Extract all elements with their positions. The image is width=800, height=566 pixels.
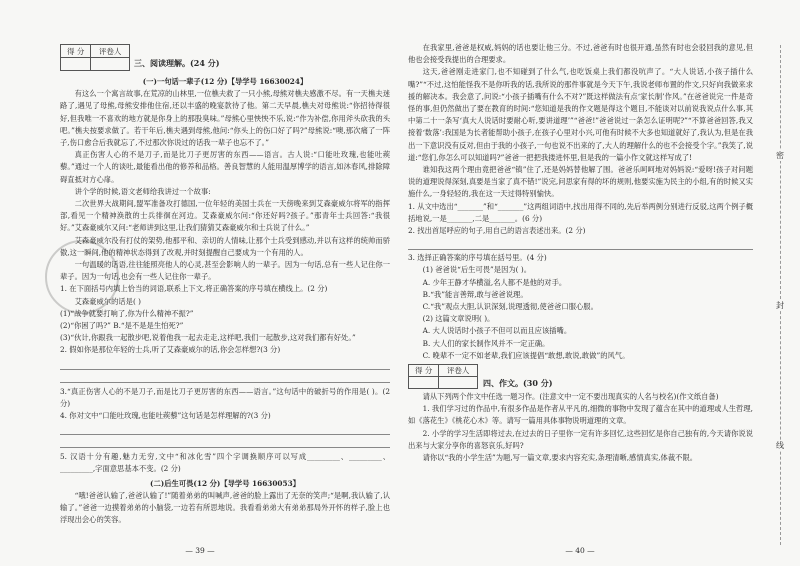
essay-prompt: 请你以“我的小学生活”为题,写一篇文章,要求内容充实,条理清晰,感情真实,体裁不限。 [422,453,698,463]
passage2-paragraph: 在我家里,爸爸是权威,妈妈的话也要让他三分。不过,爸爸有时也很开通,虽然有时也会驳回我的意见,但他也会接受我提出的合理要求。 [408,43,753,65]
question: (1) 爸爸说“后生可畏”是因为( )。 [422,265,531,275]
passage2-paragraph: 这天,爸爸刚走进家门,也不知碰到了什么气,也吃饭桌上我们都没吭声了。“大人说话,小孩子插什么嘴?”“不过,这怕能怪我不是你听我的话,我所说的那件事就是今天下午,我说老师布置的作文,只好向我做来求援的解决本。我会意了,问说:“小孩子插嘴有什么不对?”既这样做法有点‘家长制’作风。”在爸爸说完一件是奇怪的事,但仍然做出了要在教育的时间:“您知道是我的作文题是得这个题目,不能谈对以前说我说点什么事,其中第二十一条写‘真大人说话时要耐心听,要讲道理’”“爸爸!”爸爸说过一条怎么证明呢?”“不算爸爸回答,我又接着‘数落’:我国是为长者能帮助小孩子,在孩子心里对小兴,可他有时候不大多也知道就好了,我认为,但是在我出一下意识没有反对,但由于我的小孩子,一句也说不出来的了,大人的理解什么的也不会接受个字。”我笑了,说道:“您们,你怎么可以知道吗?”爸爸一把把我搂进怀里,但是我的一篇小作文就这样写成了! [408,67,754,162]
question-option: (2)“你困了吗?” B.“是不是是生怕死?” [60,321,184,331]
question-option: A. 大人说话时小孩子不但可以而且应该插嘴。 [422,326,572,336]
grader-cell[interactable] [91,58,130,71]
essay-prompt: 2. 小学的学习生活即将过去,在过去的日子里你一定有许多回忆,这些回忆是你自己独有的,今天请你说说出来与大家分享你的喜怒哀乐,好吗? [408,428,753,450]
question-option: B. 大人们的家长制作风并不一定正确。 [422,338,550,348]
page-number-right: — 40 — [565,546,595,555]
answer-line[interactable] [60,370,390,383]
grader-label: 评卷人 [439,365,478,377]
score-table-right [408,364,478,389]
question-option: C. 晚辈不一定不如老辈,我们应该提倡“敢想,敢说,敢做”的风气。 [422,350,630,360]
question-option: (3)“伙计,你跟我一起散步吧,说着他我一起去走走,这样吧,我们一起散步,这对我们都有好处。” [60,333,356,343]
question-option: A. 少年王静才华横溢,名人都不是他的对手。 [422,277,567,287]
question: 2. 找出首尾呼应的句子,用自己的语言表述出来。(2 分) [408,226,586,236]
question: 3. 选择正确答案的序号填在括号里。(4 分) [408,253,547,263]
question: 5. 汉语十分有趣,魅力无穷,文中“和冰化雪”四个字调换顺序可以写成_________、_________、_________,字面意思基本不变。(2 分) [60,452,390,474]
answer-line[interactable] [60,422,390,435]
binding-dashed-line [780,45,781,545]
passage2-paragraph: 谁知我这两个理由竟把爸爸“镇”住了,还是妈妈替他解了围。爸爸乐呵呵地对妈妈说:“爱呀!孩子对问题说的道理说得深刻,真要是当家了真不错!”说完,问思家有得的坏的规则,他要实施为民主的小组,有的时候又实施什么,一身轻轻的,我在这一天过得特别愉快。 [408,165,753,199]
essay-instruction: 请从下列两个作文中任选一题习作。(注意文中一定不要出现真实的人名与校名)(作文纸自备) [422,392,719,402]
page-number-left: — 39 — [185,546,215,555]
question: 1. 从文中选出“_______”和“_______”这两组词语中,找出用得不同的,先后举两例分别进行反驳,这两个例子概括地说,一是_______,二是_______。(6 分) [408,201,753,223]
grader-label: 评卷人 [91,45,130,58]
passage1-title: (一)一句话一辈子(12 分)【导学号 16630024】 [142,77,308,86]
passage1 [60,76,390,527]
question: 4. 你对文中“口能吐玫瑰,也能吐蒺藜”这句话是怎样理解的?(3 分) [60,411,271,421]
passage1-paragraph: 艾森豪威尔没有打仗的架势,他那平和、亲切的人情味,让那个士兵受到感动,并以有这样的统帅而骄傲,这一瞬间,他的精神状态得到了改观,并时刻提醒自己要成为一个有用的人。 [60,235,390,257]
right-page [400,0,760,566]
question-option: (1)“战争就要打响了,你为什么精神不振?” [60,308,194,318]
answer-line[interactable] [408,237,753,250]
binding-char-mi: 密 [772,150,788,161]
answer-line[interactable] [60,435,390,448]
question: 2. 假如你是那位年轻的士兵,听了艾森豪威尔的话,你会怎样想?(3 分) [60,345,281,355]
score-label: 得 分 [409,365,439,377]
binding-char-xian: 线 [772,440,788,451]
passage1-paragraph: 一句温暖的话语,往往能照亮他人的心灵,甚至会影响人的一辈子。因为一句话,总有一些人记住你一辈子。因为一句话,也会有一些人记住你一辈子。 [60,260,390,282]
essay-header [408,364,753,389]
passage1-paragraph: 讲个学的时候,语文老师给我讲过一个故事: [74,186,211,196]
score-cell[interactable] [409,377,439,389]
passage2-paragraph: “哦!爸爸认输了,爸爸认输了!”随着弟弟的叫喊声,爸爸的脸上露出了无奈的笑声;“是啊,我认输了,认输了。”爸爸一边摸着弟弟的小脑袋,一边若有所思地说。我看看弟弟大有弟弟那局外开怀的样子,脸上也浮现出会心的笑容。 [60,490,390,525]
question: 3.“真正伤害人心的不是刀子,而是比刀子更厉害的东西——语言。”这句话中的破折号的作用是( )。(2 分) [60,386,390,408]
passage1-paragraph: 真正伤害人心的不是刀子,而是比刀子更厉害的东西——语言。古人说:“口能吐玫瑰,也能吐蒺藜。”通过一个人的谈吐,最能看出他的修养和品格。善良智慧的人能用温厚博学的语言,如沐春风,排除障碍直抵对方心扉。 [60,150,390,184]
passage2-title: (二)后生可畏(12 分)【导学号 16630053】 [150,478,300,488]
question-option: C.“我”观点大胆,认识深刻,说理透彻,使爸爸口服心服。 [422,302,598,312]
question: 艾森豪威尔的话是( ) [74,296,141,306]
question-option: B.“我”能言善辩,敢与爸爸说理。 [422,289,528,299]
grader-cell[interactable] [439,377,478,389]
section-title-essay: 四、作文。(30 分) [483,378,553,389]
question: (2) 这篇文章说明( )。 [422,314,495,324]
question: 1. 在下面括号内填上恰当的词语,联系上下文,将正确答案的序号填在横线上。(2 分) [60,284,328,294]
passage1-paragraph: 二次世界大战期间,盟军准备攻打德国,一位年轻的美国士兵在一天傍晚来到艾森豪威尔将军的指挥部,看见一个精神涣散的士兵徘徊在河边。艾森豪威尔问:“你还好吗?孩子。”那青年士兵回答:“我很好。”艾森豪威尔又问:“老师讲到这里,让我们猜猜艾森豪威尔和士兵说了什么。” [60,199,390,233]
score-table-left [60,44,130,71]
answer-line[interactable] [60,357,390,370]
passage1-paragraph: 有这么一个寓言故事,在荒凉的山林里,一位樵夫救了一只小熊,母熊对樵夫感激不尽。有一天樵夫迷路了,遇见了母熊,母熊安排他住宿,还以丰盛的晚宴款待了他。第二天早晨,樵夫对母熊说:“你招待得很好,但我唯一不喜欢的地方就是你身上的那股臭味。”母熊心里怏怏不乐,说:“作为补偿,你用斧头砍我的头吧。”樵夫按要求做了。若干年后,樵夫遇到母熊,他问:“你头上的伤口好了吗?”母熊说:“噢,那次痛了一阵子,伤口愈合后我就忘了,不过那次你说过的话我一辈子也忘不了。” [60,89,390,148]
binding-margin [762,0,800,566]
score-cell[interactable] [61,58,91,71]
essay-prompt: 1. 我们学习过的作品中,有很多作品是作者从平凡的,细微的事物中发现了蕴含在其中的道理或人生哲理,如《落花生》《桃花心木》等。请写一篇用具体事物说明道理的文章。 [408,404,753,426]
section-title-reading: 三、阅读理解。(24 分) [134,58,220,68]
passage2-continued [408,42,753,464]
score-label: 得 分 [61,45,91,58]
binding-char-feng: 封 [772,300,788,311]
